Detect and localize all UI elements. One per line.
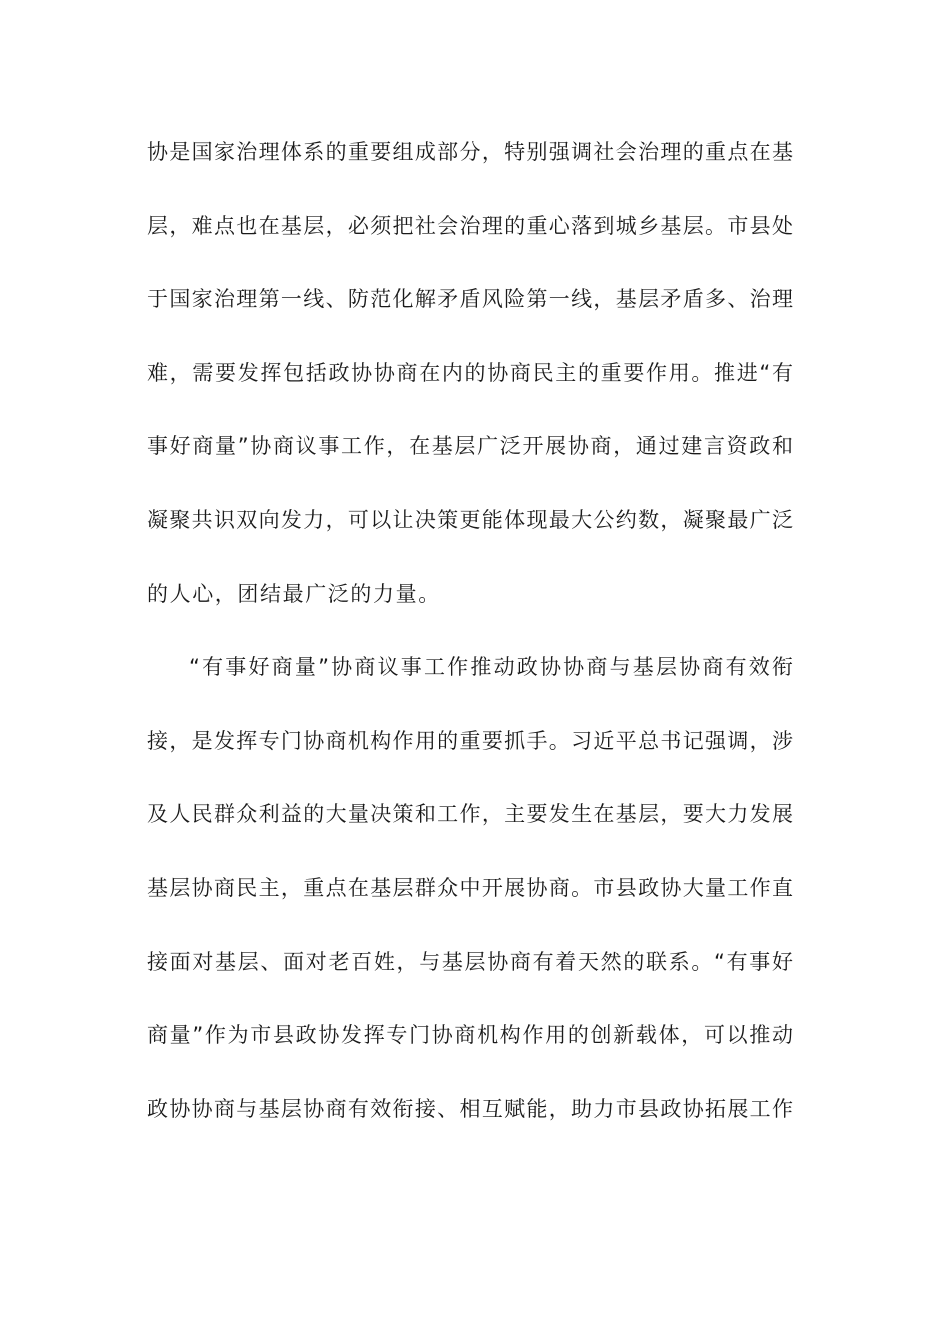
text-line: 基层协商民主，重点在基层群众中开展协商。市县政协大量工作直 bbox=[147, 875, 793, 900]
text-line: 于国家治理第一线、防范化解矛盾风险第一线，基层矛盾多、治理 bbox=[147, 287, 793, 312]
text-line: 层，难点也在基层，必须把社会治理的重心落到城乡基层。市县处 bbox=[147, 213, 793, 238]
paragraph-first-line: “有事好商量”协商议事工作推动政协协商与基层协商有效衔 bbox=[189, 655, 793, 680]
text-line: 的人心，团结最广泛的力量。 bbox=[147, 581, 441, 606]
text-line: 难，需要发挥包括政协协商在内的协商民主的重要作用。推进“有 bbox=[147, 360, 793, 385]
text-line: 协是国家治理体系的重要组成部分，特别强调社会治理的重点在基 bbox=[147, 140, 793, 164]
body-text bbox=[147, 128, 793, 1158]
text-line: 接，是发挥专门协商机构作用的重要抓手。习近平总书记强调，涉 bbox=[147, 728, 793, 753]
text-line: 凝聚共识双向发力，可以让决策更能体现最大公约数，凝聚最广泛 bbox=[147, 507, 793, 532]
text-line: 事好商量”协商议事工作，在基层广泛开展协商，通过建言资政和 bbox=[147, 434, 793, 459]
text-line: 政协协商与基层协商有效衔接、相互赋能，助力市县政协拓展工作 bbox=[147, 1096, 793, 1121]
text-line: 接面对基层、面对老百姓，与基层协商有着天然的联系。“有事好 bbox=[147, 949, 793, 974]
text-line: 商量”作为市县政协发挥专门协商机构作用的创新载体，可以推动 bbox=[147, 1023, 793, 1048]
text-line: 及人民群众利益的大量决策和工作，主要发生在基层，要大力发展 bbox=[147, 802, 793, 827]
